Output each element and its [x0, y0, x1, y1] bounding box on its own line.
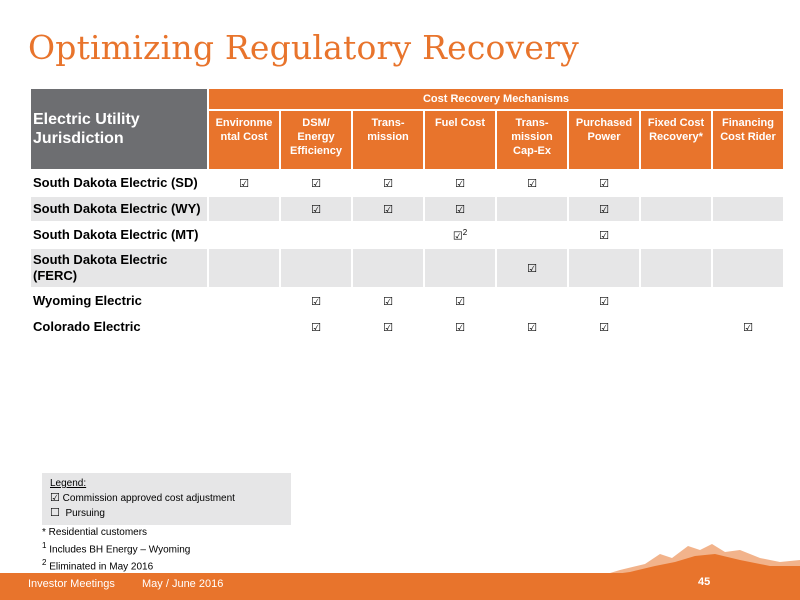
table-cell [353, 247, 423, 287]
table-cell [713, 313, 783, 339]
column-header-line: ntal Cost [220, 131, 268, 143]
table-cell [641, 195, 711, 221]
column-header-line: Trans- [371, 117, 405, 129]
column-header-line: Financing [722, 117, 774, 129]
column-header-line: Cost Rider [720, 131, 776, 143]
column-header-line: Power [587, 131, 621, 143]
column-header [425, 109, 495, 169]
column-header [713, 109, 783, 169]
footnote-bh-energy-text: Includes BH Energy – Wyoming [46, 544, 191, 556]
checked-box-icon: ☑ [527, 176, 537, 190]
column-header [281, 109, 351, 169]
table-cell [209, 247, 279, 287]
footnote-eliminated [42, 556, 190, 573]
table-cell [713, 221, 783, 247]
checked-box-icon: ☑ [455, 176, 465, 190]
footer-event: Investor Meetings [28, 578, 115, 590]
column-header-line: mission [511, 131, 553, 143]
column-header-line: Efficiency [290, 145, 342, 157]
table-cell [353, 287, 423, 313]
table-cell [353, 221, 423, 247]
legend-approved [50, 491, 291, 506]
checked-box-icon: ☑ [599, 176, 609, 190]
checked-box-icon: ☑ [383, 176, 393, 190]
checked-box-icon: ☑ [383, 294, 393, 308]
footnote-marker-2: 2 [42, 558, 47, 568]
checked-box-icon: ☑ [743, 320, 753, 334]
jurisdiction-header: Electric Utility Jurisdiction [31, 89, 207, 169]
column-header [353, 109, 423, 169]
column-header-line: DSM/ [302, 117, 330, 129]
table-cell [209, 221, 279, 247]
column-header-line: Fixed Cost [647, 117, 705, 129]
column-header-line: Purchased [575, 117, 633, 129]
table-cell [713, 287, 783, 313]
column-header-line: Trans- [515, 117, 549, 129]
table-cell [641, 247, 711, 287]
checked-box-icon: ☑ [50, 491, 60, 504]
table-cell [281, 195, 351, 221]
table-cell [497, 247, 567, 287]
checked-box-icon: ☑ [599, 202, 609, 216]
table-cell [281, 313, 351, 339]
row-label-line: South Dakota Electric (WY) [33, 201, 201, 216]
column-header-line: Cap-Ex [513, 145, 551, 157]
checked-box-icon: ☑ [452, 229, 463, 243]
table-cell [209, 169, 279, 195]
table-cell [425, 221, 495, 247]
legend-pursuing [50, 506, 291, 521]
page-number: 45 [698, 576, 711, 588]
table-cell [281, 169, 351, 195]
table-body [31, 169, 783, 339]
table-row [31, 195, 783, 221]
table-cell [425, 287, 495, 313]
table-cell [497, 169, 567, 195]
checked-box-icon: ☑ [599, 294, 609, 308]
footnote-bh-energy [42, 539, 190, 556]
column-header-line: Recovery* [649, 131, 703, 143]
table-cell [641, 221, 711, 247]
table-cell [497, 313, 567, 339]
row-label [31, 221, 207, 247]
checked-box-icon: ☑ [599, 228, 609, 242]
column-header-line: Environme [215, 117, 273, 129]
table-cell [209, 313, 279, 339]
table-cell [641, 287, 711, 313]
table-cell [713, 169, 783, 195]
row-label-line: Wyoming Electric [33, 293, 142, 308]
table-cell [569, 287, 639, 313]
legend-title: Legend: [50, 478, 87, 489]
table-cell [353, 313, 423, 339]
column-header-line: Energy [297, 131, 335, 143]
row-label-line: South Dakota Electric (MT) [33, 227, 199, 242]
table-cell [569, 195, 639, 221]
table-cell [497, 287, 567, 313]
row-label-line: (FERC) [33, 268, 78, 283]
footer-date: May / June 2016 [142, 578, 224, 590]
column-header-line: mission [367, 131, 409, 143]
table-cell [425, 313, 495, 339]
table-row [31, 169, 783, 195]
table-row [31, 287, 783, 313]
footnote-marker: 2 [462, 227, 468, 237]
row-label [31, 287, 207, 313]
checked-box-icon: ☑ [455, 202, 465, 216]
checked-box-icon: ☑ [527, 261, 537, 275]
table-cell [425, 169, 495, 195]
table-cell [281, 287, 351, 313]
checked-box-icon: ☑ [239, 176, 249, 190]
table-row [31, 247, 783, 287]
legend-approved-label: Commission approved cost adjustment [62, 493, 235, 504]
table-cell [281, 247, 351, 287]
table-cell [569, 221, 639, 247]
checked-box-icon: ☑ [599, 320, 609, 334]
table-cell [713, 247, 783, 287]
footnote-eliminated-text: Eliminated in May 2016 [46, 561, 154, 573]
table-cell [281, 221, 351, 247]
row-label [31, 313, 207, 339]
column-header [209, 109, 279, 169]
checked-box-icon: ☑ [311, 294, 321, 308]
page-title: Optimizing Regulatory Recovery [28, 28, 579, 67]
table-cell [209, 287, 279, 313]
column-header [569, 109, 639, 169]
table-cell [569, 247, 639, 287]
empty-box-icon: ☐ [50, 506, 60, 519]
row-label-line: South Dakota Electric (SD) [33, 175, 198, 190]
table-cell [353, 195, 423, 221]
row-label [31, 195, 207, 221]
table-cell [641, 313, 711, 339]
footnote-residential: * Residential customers [42, 527, 148, 538]
table-cell [425, 195, 495, 221]
row-label-line: South Dakota Electric [33, 252, 168, 267]
checked-box-icon: ☑ [527, 320, 537, 334]
legend-pursuing-label: Pursuing [65, 508, 105, 519]
column-header [497, 109, 567, 169]
footnotes [42, 526, 190, 574]
table-cell [425, 247, 495, 287]
checked-box-icon: ☑ [455, 320, 465, 334]
cost-recovery-table [29, 89, 785, 339]
table-row [31, 221, 783, 247]
checked-box-icon: ☑ [455, 294, 465, 308]
table-cell [497, 195, 567, 221]
table-cell [569, 169, 639, 195]
table-cell [497, 221, 567, 247]
row-label [31, 169, 207, 195]
checked-box-icon: ☑ [311, 202, 321, 216]
cost-recovery-mechanisms-header: Cost Recovery Mechanisms [209, 89, 783, 109]
row-label [31, 247, 207, 287]
mountain-logo-icon [600, 540, 800, 576]
footer-bar [0, 573, 800, 600]
column-header-line: Fuel Cost [434, 117, 486, 129]
table-cell [713, 195, 783, 221]
table-cell [209, 195, 279, 221]
legend [42, 473, 291, 525]
table-cell [569, 313, 639, 339]
column-header [641, 109, 711, 169]
footnote-marker-1: 1 [42, 541, 47, 550]
table-cell [353, 169, 423, 195]
checked-box-icon: ☑ [311, 320, 321, 334]
checked-box-icon: ☑ [383, 202, 393, 216]
table-row [31, 313, 783, 339]
checked-box-icon: ☑ [383, 320, 393, 334]
table-cell [641, 169, 711, 195]
row-label-line: Colorado Electric [33, 319, 141, 334]
checked-box-icon: ☑ [311, 176, 321, 190]
